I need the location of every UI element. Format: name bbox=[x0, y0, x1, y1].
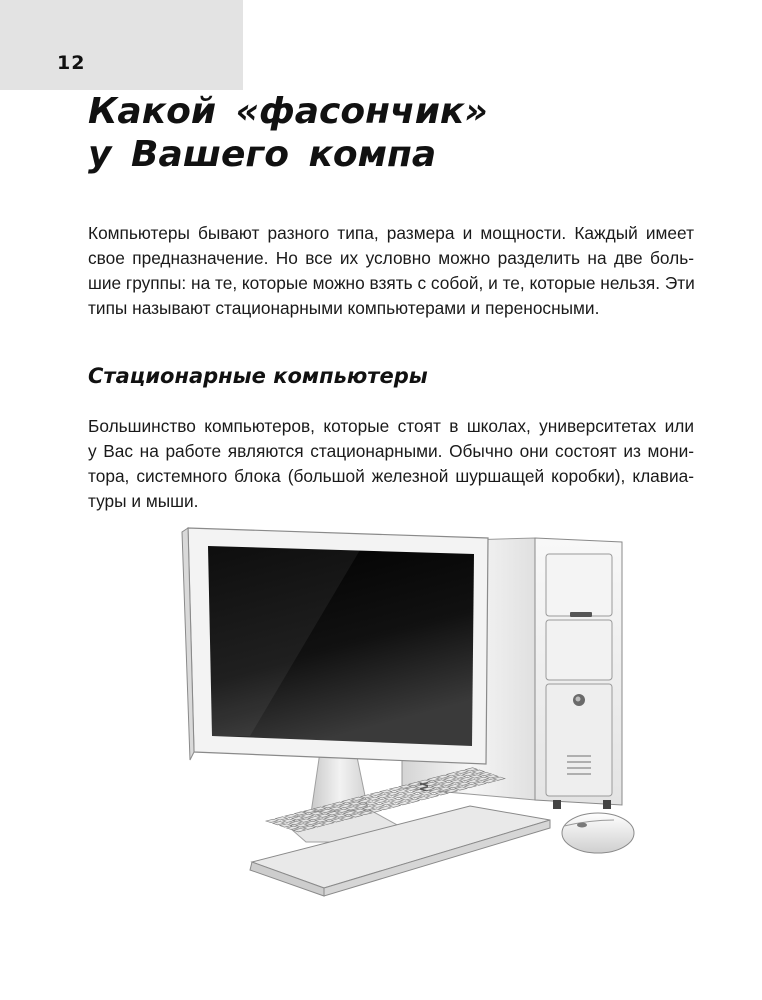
section-heading: Стационарные компьютеры bbox=[88, 364, 428, 388]
paragraph-line: свое предназначение. Но все их условно можно разделить на две боль- bbox=[88, 248, 694, 268]
paragraph-line: у Вас на работе являются стационарными. Обычно они состоят из мони- bbox=[88, 441, 694, 461]
keyboard-key bbox=[417, 797, 429, 800]
keyboard-key bbox=[280, 824, 292, 827]
paragraph-line: туры и мыши. bbox=[88, 491, 199, 511]
page-title bbox=[88, 90, 708, 176]
keyboard-key bbox=[391, 799, 403, 802]
keyboard-key bbox=[266, 819, 278, 822]
mouse-icon bbox=[562, 813, 634, 853]
section-paragraph bbox=[88, 414, 694, 514]
paragraph-line: Большинство компьютеров, которые стоят в школах, университетах или bbox=[88, 416, 694, 436]
keyboard-key bbox=[273, 822, 285, 825]
page-number: 12 bbox=[57, 52, 86, 74]
paragraph-line: типы называют стационарными компьютерами и переносными. bbox=[88, 298, 600, 318]
keyboard-key bbox=[420, 792, 432, 796]
keyboard-key bbox=[285, 814, 297, 817]
keyboard-key bbox=[380, 790, 392, 793]
desktop-computer-illustration bbox=[170, 520, 650, 905]
keyboard-key bbox=[375, 799, 387, 802]
keyboard-key bbox=[427, 794, 439, 798]
keyboard-key bbox=[401, 797, 413, 801]
keyboard-key bbox=[403, 792, 415, 795]
keyboard-key bbox=[368, 797, 380, 800]
keyboard-key bbox=[282, 819, 294, 823]
keyboard-key bbox=[382, 802, 394, 806]
title-line: Какой «фасончик» bbox=[88, 91, 488, 132]
paragraph-line: Компьютеры бывают разного типа, размера и мощности. Каждый имеет bbox=[88, 223, 694, 243]
keyboard-key bbox=[390, 787, 402, 790]
keyboard-key bbox=[408, 799, 420, 803]
keyboard-key bbox=[371, 792, 383, 795]
keyboard-key bbox=[398, 802, 410, 805]
keyboard-key bbox=[387, 792, 399, 795]
title-line: у Вашего компа bbox=[88, 134, 437, 175]
paragraph-line: тора, системного блока (большой железной шуршащей коробки), клавиа- bbox=[88, 466, 694, 486]
page-number-tab bbox=[0, 0, 243, 90]
keyboard-key bbox=[379, 806, 391, 809]
keyboard-key bbox=[394, 794, 406, 797]
keyboard-key bbox=[276, 817, 288, 820]
keyboard-key bbox=[410, 794, 422, 797]
keyboard-key bbox=[389, 804, 401, 808]
intro-paragraph bbox=[88, 221, 694, 321]
paragraph-line: шие группы: на те, которые можно взять с собой, и те, которые нельзя. Эти bbox=[88, 273, 695, 293]
keyboard-key bbox=[384, 797, 396, 800]
keyboard-key bbox=[377, 795, 389, 799]
keyboard-key bbox=[396, 790, 408, 794]
keyboard-key bbox=[372, 804, 384, 807]
